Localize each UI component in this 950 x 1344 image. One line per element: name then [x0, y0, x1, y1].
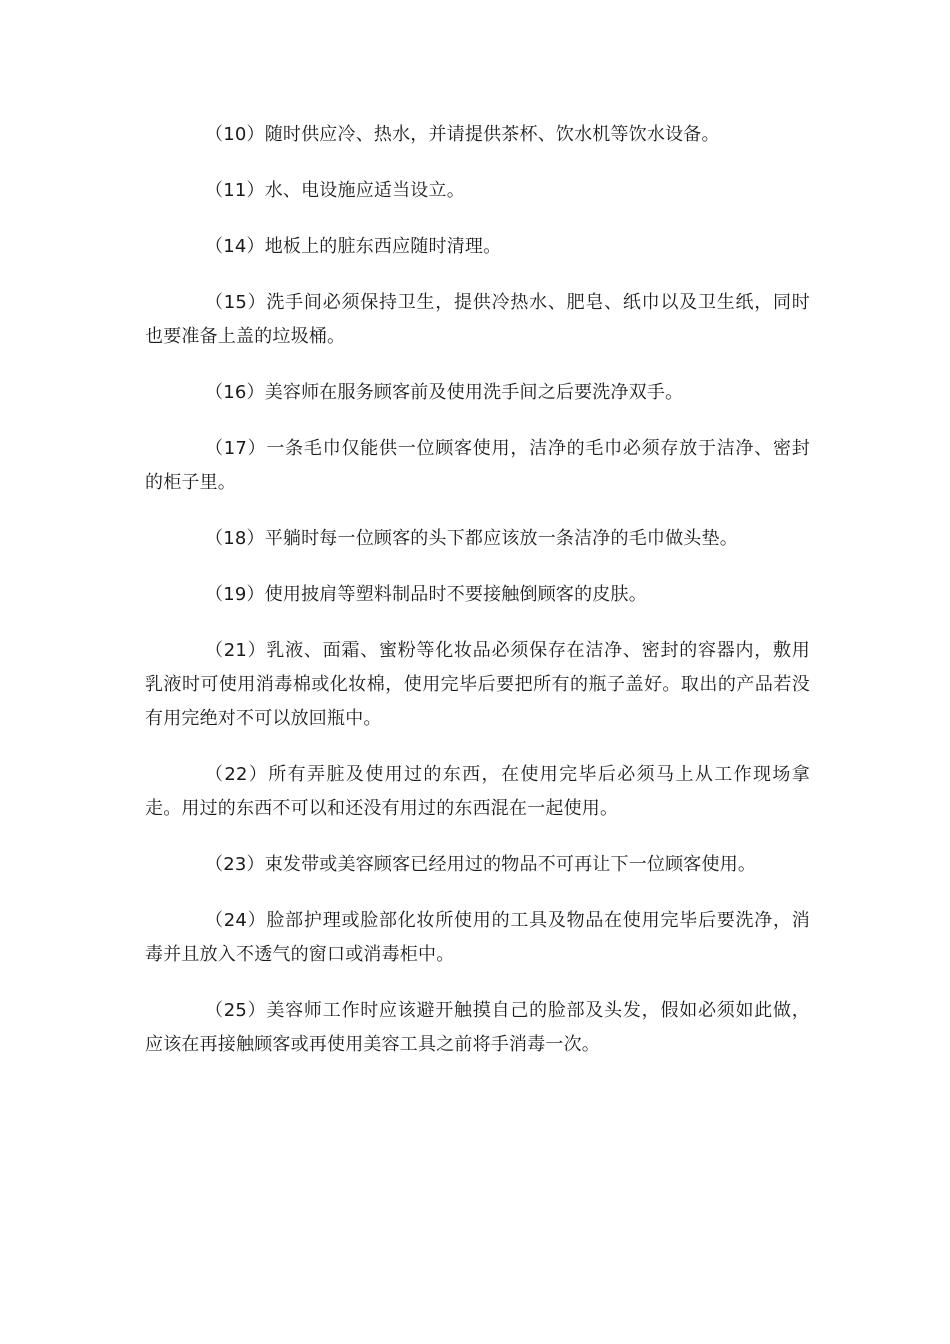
- paragraph-16: （16）美容师在服务顾客前及使用洗手间之后要洗净双手。: [205, 382, 684, 403]
- paragraph-19: （19）使用披肩等塑料制品时不要接触倒顾客的皮肤。: [205, 584, 647, 605]
- paragraph-21: （21）乳液、面霜、蜜粉等化妆品必须保存在洁净、密封的容器内，敷用乳液时可使用消毒棉或化妆棉，使用完毕后要把所有的瓶子盖好。取出的产品若没有用完绝对不可以放回瓶中。: [145, 640, 810, 729]
- paragraph-17: （17）一条毛巾仅能供一位顾客使用，洁净的毛巾必须存放于洁净、密封的柜子里。: [145, 438, 810, 493]
- paragraph-23: （23）束发带或美容顾客已经用过的物品不可再让下一位顾客使用。: [205, 854, 757, 875]
- paragraph-22: （22）所有弄脏及使用过的东西，在使用完毕后必须马上从工作现场拿走。用过的东西不可以和还没有用过的东西混在一起使用。: [145, 764, 810, 819]
- paragraph-11: （11）水、电设施应适当设立。: [205, 180, 465, 201]
- paragraph-10: （10）随时供应冷、热水，并请提供茶杯、饮水机等饮水设备。: [205, 124, 720, 145]
- paragraph-25: （25）美容师工作时应该避开触摸自己的脸部及头发，假如必须如此做，应该在再接触顾客或再使用美容工具之前将手消毒一次。: [145, 1000, 810, 1055]
- paragraph-24: （24）脸部护理或脸部化妆所使用的工具及物品在使用完毕后要洗净，消毒并且放入不透气的窗口或消毒柜中。: [145, 910, 810, 965]
- paragraph-18: （18）平躺时每一位顾客的头下都应该放一条洁净的毛巾做头垫。: [205, 528, 738, 549]
- paragraph-15: （15）洗手间必须保持卫生，提供冷热水、肥皂、纸巾以及卫生纸，同时也要准备上盖的垃圾桶。: [145, 292, 810, 347]
- document-body: [145, 118, 810, 1084]
- paragraph-14: （14）地板上的脏东西应随时清理。: [205, 236, 502, 257]
